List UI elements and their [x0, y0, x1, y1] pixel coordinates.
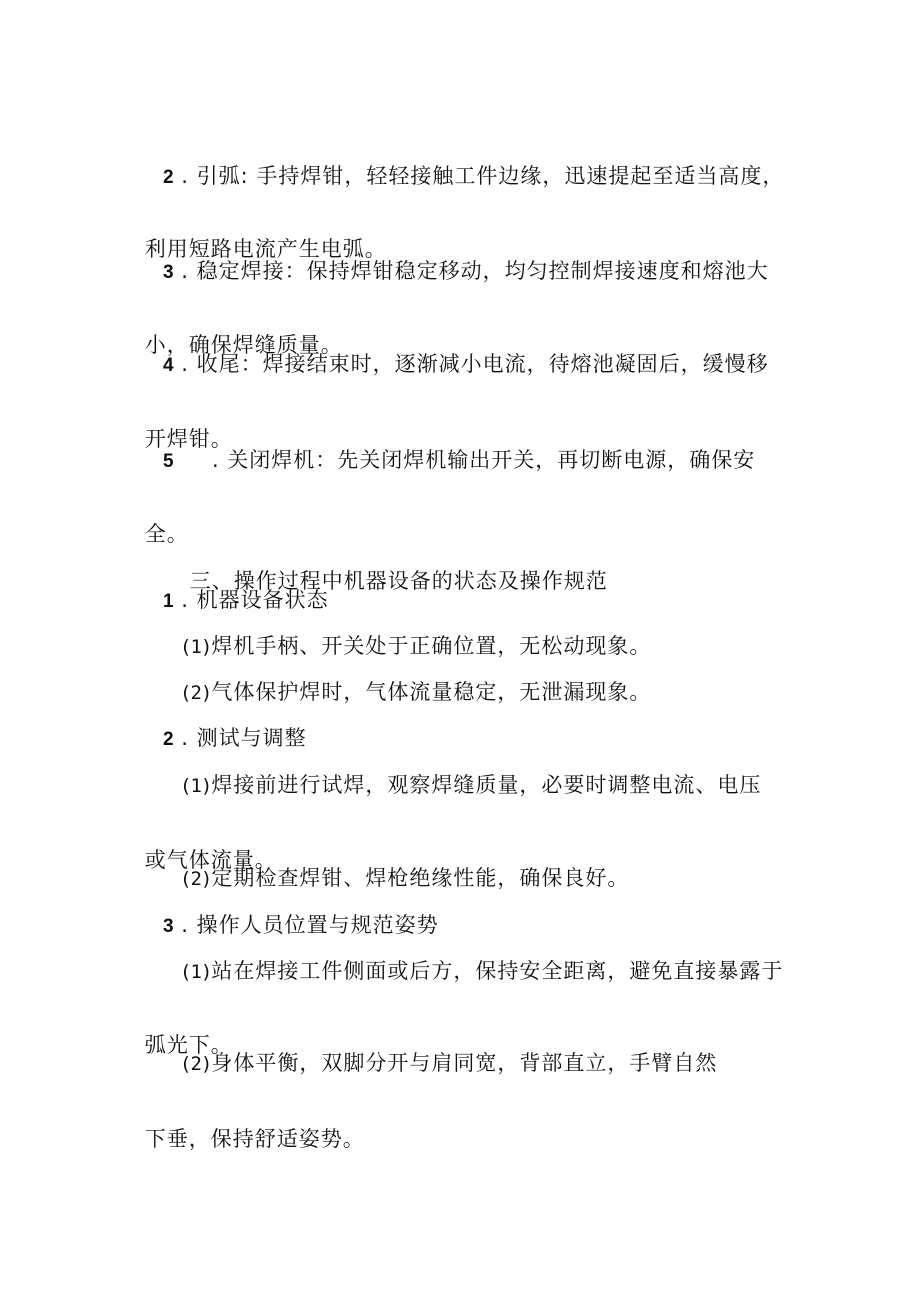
- item-text: 焊接前进行试焊，观察焊缝质量，必要时调整电流、电压: [211, 773, 762, 797]
- step-4-finishing-line-1: [163, 350, 769, 378]
- item-marker: (2): [180, 868, 212, 890]
- subsection-title: . 操作人员位置与规范姿势: [173, 913, 439, 937]
- section-heading-text: 三、操作过程中机器设备的状态及操作规范: [189, 569, 608, 593]
- item-text: 身体平衡，双脚分开与肩同宽，背部直立，手臂自然: [211, 1051, 718, 1075]
- step-text: . 收尾：焊接结束时，逐渐减小电流，待熔池凝固后，缓慢移: [173, 352, 769, 376]
- subsection-number: 3: [163, 916, 174, 937]
- paragraph-text: 开焊钳。: [144, 427, 233, 451]
- step-4-finishing-line-2: [118, 397, 233, 451]
- subsection-2-testing-adjustment: [163, 724, 307, 752]
- item-text: 站在焊接工件侧面或后方，保持安全距离，避免直接暴露于: [211, 959, 784, 983]
- step-5-shutdown-line-1: [163, 446, 755, 474]
- operator-item-1-line-1: [180, 957, 783, 985]
- item-marker: (2): [180, 1053, 212, 1075]
- step-text: . 稳定焊接：保持焊钳稳定移动，均匀控制焊接速度和熔池大: [173, 259, 769, 283]
- step-text: . 引弧: 手持焊钳，轻轻接触工件边缘，迅速提起至适当高度，: [173, 164, 785, 188]
- subsection-number: 2: [163, 729, 174, 750]
- item-text: 焊机手柄、开关处于正确位置，无松动现象。: [211, 634, 652, 658]
- item-text: 气体保护焊时，气体流量稳定，无泄漏现象。: [211, 680, 652, 704]
- paragraph-text: 利用短路电流产生电弧。: [144, 237, 387, 261]
- step-3-stable-welding-line-1: [163, 257, 769, 285]
- paragraph-text: 下垂，保持舒适姿势。: [144, 1127, 365, 1151]
- step-number: 5: [163, 451, 174, 472]
- section-heading-3: [163, 539, 608, 593]
- subsection-title: . 测试与调整: [173, 726, 307, 750]
- item-text: 定期检查焊钳、焊枪绝缘性能，确保良好。: [211, 866, 630, 890]
- step-number: 4: [163, 355, 174, 376]
- paragraph-text: 弧光下。: [144, 1033, 233, 1057]
- testing-item-1-line-1: [180, 771, 761, 799]
- item-marker: (1): [180, 775, 212, 797]
- operator-item-2-line-1: [180, 1049, 717, 1077]
- subsection-number: 1: [163, 591, 174, 612]
- step-text: . 关闭焊机：先关闭焊机输出开关，再切断电源，确保安: [173, 448, 756, 472]
- step-2-arc-start-line-1: [163, 162, 784, 190]
- step-3-stable-welding-line-2: [118, 303, 343, 357]
- testing-item-2: [180, 864, 629, 892]
- operator-item-2-line-2: [118, 1097, 365, 1151]
- testing-item-1-line-2: [118, 818, 277, 872]
- subsection-1-equipment-status: [163, 586, 329, 614]
- step-5-shutdown-line-2: [118, 492, 189, 546]
- step-number: 2: [163, 167, 174, 188]
- operator-item-1-line-2: [118, 1003, 233, 1057]
- subsection-title: . 机器设备状态: [173, 588, 329, 612]
- item-marker: (2): [180, 682, 212, 704]
- paragraph-text: 全。: [144, 522, 189, 546]
- step-2-arc-start-line-2: [118, 207, 387, 261]
- subsection-3-operator-position: [163, 911, 439, 939]
- step-number: 3: [163, 262, 174, 283]
- item-marker: (1): [180, 961, 212, 983]
- item-marker: (1): [180, 636, 212, 658]
- equipment-status-item-2: [180, 678, 651, 706]
- paragraph-text: 小，确保焊缝质量。: [144, 333, 343, 357]
- equipment-status-item-1: [180, 632, 651, 660]
- paragraph-text: 或气体流量。: [144, 848, 277, 872]
